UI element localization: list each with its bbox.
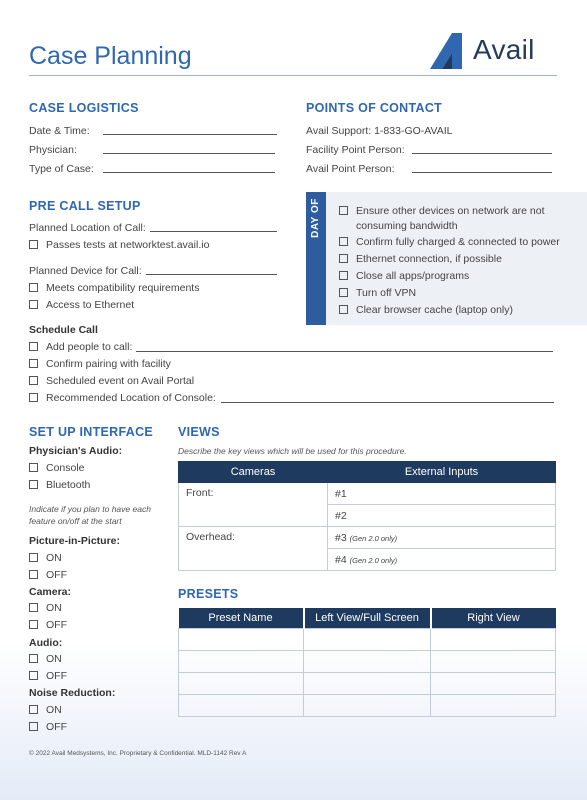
noise-reduction-on[interactable]: [29, 704, 62, 716]
page-title: Case Planning: [29, 42, 192, 70]
schedule-item[interactable]: [29, 358, 171, 370]
checkbox[interactable]: [29, 359, 38, 368]
preset-cell[interactable]: [179, 695, 304, 717]
header-divider: [29, 75, 557, 76]
on-label: ON: [46, 602, 62, 614]
input-cell[interactable]: [328, 505, 556, 527]
avail-support-text: Avail Support: 1-833-GO-AVAIL: [306, 125, 453, 137]
camera-heading: Camera:: [29, 586, 72, 598]
schedule-item-label: Confirm pairing with facility: [46, 358, 171, 370]
preset-cell[interactable]: [304, 673, 431, 695]
checkbox[interactable]: [339, 271, 348, 280]
checkbox[interactable]: [29, 283, 38, 292]
input-label: #1: [335, 487, 347, 500]
checkbox[interactable]: [29, 342, 38, 351]
avail-person-label: Avail Point Person:: [306, 163, 395, 175]
audio-heading: Physician's Audio:: [29, 445, 123, 457]
day-of-item-label: Ensure other devices on network are not: [356, 205, 545, 217]
preset-cell[interactable]: [179, 629, 304, 651]
checkbox[interactable]: [29, 671, 38, 680]
checkbox[interactable]: [29, 463, 38, 472]
schedule-item-label: Add people to call:: [46, 341, 133, 353]
day-of-item-label: Clear browser cache (laptop only): [356, 304, 513, 316]
overhead-label: Overhead:: [186, 531, 236, 543]
checkbox[interactable]: [29, 654, 38, 663]
facility-person-line[interactable]: [412, 143, 552, 154]
pre-call-heading: PRE CALL SETUP: [29, 199, 141, 213]
noise-reduction-off[interactable]: [29, 721, 67, 733]
front-label: Front:: [186, 487, 214, 499]
presets-table: [178, 608, 556, 717]
preset-cell[interactable]: [304, 651, 431, 673]
date-time-label: Date & Time:: [29, 125, 90, 137]
points-of-contact-heading: POINTS OF CONTACT: [306, 101, 443, 115]
camera-on[interactable]: [29, 602, 62, 614]
pip-off[interactable]: [29, 569, 67, 581]
case-logistics-heading: CASE LOGISTICS: [29, 101, 139, 115]
checkbox[interactable]: [339, 237, 348, 246]
preset-cell[interactable]: [431, 673, 556, 695]
pip-on[interactable]: [29, 552, 62, 564]
date-time-field[interactable]: [29, 125, 90, 137]
day-of-item[interactable]: [339, 253, 502, 265]
audio-option[interactable]: [29, 462, 85, 474]
noise-reduction-heading: Noise Reduction:: [29, 687, 116, 699]
table-row: [179, 673, 556, 695]
input-cell[interactable]: [328, 483, 556, 505]
table-row: [179, 651, 556, 673]
checkbox[interactable]: [29, 553, 38, 562]
checkbox[interactable]: [29, 620, 38, 629]
location-check-label: Passes tests at networktest.avail.io: [46, 239, 210, 251]
physician-line[interactable]: [103, 143, 275, 154]
day-of-item-label: Confirm fully charged & connected to power: [356, 236, 560, 248]
preset-cell[interactable]: [179, 651, 304, 673]
audio-feature-heading: Audio:: [29, 637, 63, 649]
presets-heading: PRESETS: [178, 587, 239, 601]
schedule-item[interactable]: [29, 392, 216, 404]
off-label: OFF: [46, 569, 67, 581]
schedule-item-label: Recommended Location of Console:: [46, 392, 216, 404]
checkbox[interactable]: [29, 300, 38, 309]
device-check-item[interactable]: [29, 282, 199, 294]
audio-on[interactable]: [29, 653, 62, 665]
input-label: #4: [335, 553, 347, 566]
facility-person-label: Facility Point Person:: [306, 144, 405, 156]
logo-text: Avail: [473, 34, 535, 65]
case-type-line[interactable]: [103, 162, 275, 173]
off-label: OFF: [46, 670, 67, 682]
checkbox[interactable]: [339, 254, 348, 263]
checkbox[interactable]: [29, 603, 38, 612]
overhead-cell[interactable]: [179, 527, 328, 571]
day-of-item[interactable]: [339, 287, 416, 299]
physician-field[interactable]: [29, 144, 77, 156]
avail-person-line[interactable]: [412, 162, 552, 173]
day-of-item[interactable]: [339, 236, 560, 248]
checkbox[interactable]: [29, 705, 38, 714]
checkbox[interactable]: [29, 393, 38, 402]
camera-off[interactable]: [29, 619, 67, 631]
case-type-field[interactable]: [29, 163, 94, 175]
checkbox[interactable]: [339, 206, 348, 215]
front-cell[interactable]: [179, 483, 328, 527]
device-check-label: Access to Ethernet: [46, 299, 135, 311]
date-time-line[interactable]: [103, 124, 277, 135]
pip-heading: Picture-in-Picture:: [29, 535, 121, 547]
device-label: Planned Device for Call:: [29, 265, 142, 277]
checkbox[interactable]: [339, 305, 348, 314]
location-check-item[interactable]: [29, 239, 209, 251]
audio-option-label: Console: [46, 462, 85, 474]
day-of-item-label: Ethernet connection, if possible: [356, 253, 502, 265]
input-cell[interactable]: [328, 527, 556, 549]
input-cell[interactable]: [328, 549, 556, 571]
preset-cell[interactable]: [431, 629, 556, 651]
location-label: Planned Location of Call:: [29, 222, 146, 234]
audio-option[interactable]: [29, 479, 90, 491]
gen-note: (Gen 2.0 only): [349, 533, 398, 543]
footer-text: © 2022 Avail Medsystems, Inc. Proprietary & Confidential. MLD-1142 Rev A: [29, 750, 247, 757]
device-check-label: Meets compatibility requirements: [46, 282, 200, 294]
day-of-label: DAY OF: [310, 198, 321, 238]
preset-cell[interactable]: [431, 651, 556, 673]
left-view-header: Left View/Full Screen: [304, 608, 431, 629]
location-line[interactable]: [150, 221, 277, 232]
add-people-line[interactable]: [136, 341, 553, 352]
input-label: #2: [335, 509, 347, 522]
on-label: ON: [46, 552, 62, 564]
preset-name-header: Preset Name: [179, 608, 304, 629]
day-of-item[interactable]: [339, 205, 545, 217]
preset-cell[interactable]: [179, 673, 304, 695]
checkbox[interactable]: [339, 288, 348, 297]
on-label: ON: [46, 704, 62, 716]
checkbox[interactable]: [29, 722, 38, 731]
interface-heading: SET UP INTERFACE: [29, 425, 154, 439]
interface-note: Indicate if you plan to have each: [29, 504, 151, 514]
schedule-call-heading: Schedule Call: [29, 324, 98, 336]
day-of-item[interactable]: [339, 270, 469, 282]
on-label: ON: [46, 653, 62, 665]
day-of-item-continued: consuming bandwidth: [356, 220, 458, 232]
schedule-item[interactable]: [29, 341, 132, 353]
preset-cell[interactable]: [304, 629, 431, 651]
avail-logo-icon: [430, 31, 468, 69]
day-of-item-label: Close all apps/programs: [356, 270, 470, 282]
input-label: #3: [335, 531, 347, 544]
day-of-item[interactable]: [339, 304, 513, 316]
schedule-item[interactable]: [29, 375, 194, 387]
interface-note: feature on/off at the start: [29, 516, 122, 526]
views-description: Describe the key views which will be used for this procedure.: [178, 446, 407, 456]
cameras-header: Cameras: [179, 462, 328, 483]
views-table: [178, 461, 556, 571]
table-row: [179, 695, 556, 717]
device-line[interactable]: [146, 264, 277, 275]
device-check-item[interactable]: [29, 299, 134, 311]
gen-note: (Gen 2.0 only): [349, 555, 398, 565]
schedule-item-label: Scheduled event on Avail Portal: [46, 375, 195, 387]
avail-logo: [430, 30, 535, 70]
console-location-line[interactable]: [221, 392, 554, 403]
audio-off[interactable]: [29, 670, 67, 682]
right-view-header: Right View: [431, 608, 556, 629]
checkbox[interactable]: [29, 570, 38, 579]
off-label: OFF: [46, 721, 67, 733]
physician-label: Physician:: [29, 144, 77, 156]
table-row: [179, 629, 556, 651]
case-type-label: Type of Case:: [29, 163, 94, 175]
checkbox[interactable]: [29, 480, 38, 489]
views-heading: VIEWS: [178, 425, 220, 439]
external-inputs-header: External Inputs: [328, 462, 556, 483]
day-of-item-label: Turn off VPN: [356, 287, 417, 299]
checkbox[interactable]: [29, 376, 38, 385]
checkbox[interactable]: [29, 240, 38, 249]
off-label: OFF: [46, 619, 67, 631]
preset-cell[interactable]: [304, 695, 431, 717]
preset-cell[interactable]: [431, 695, 556, 717]
audio-option-label: Bluetooth: [46, 479, 91, 491]
